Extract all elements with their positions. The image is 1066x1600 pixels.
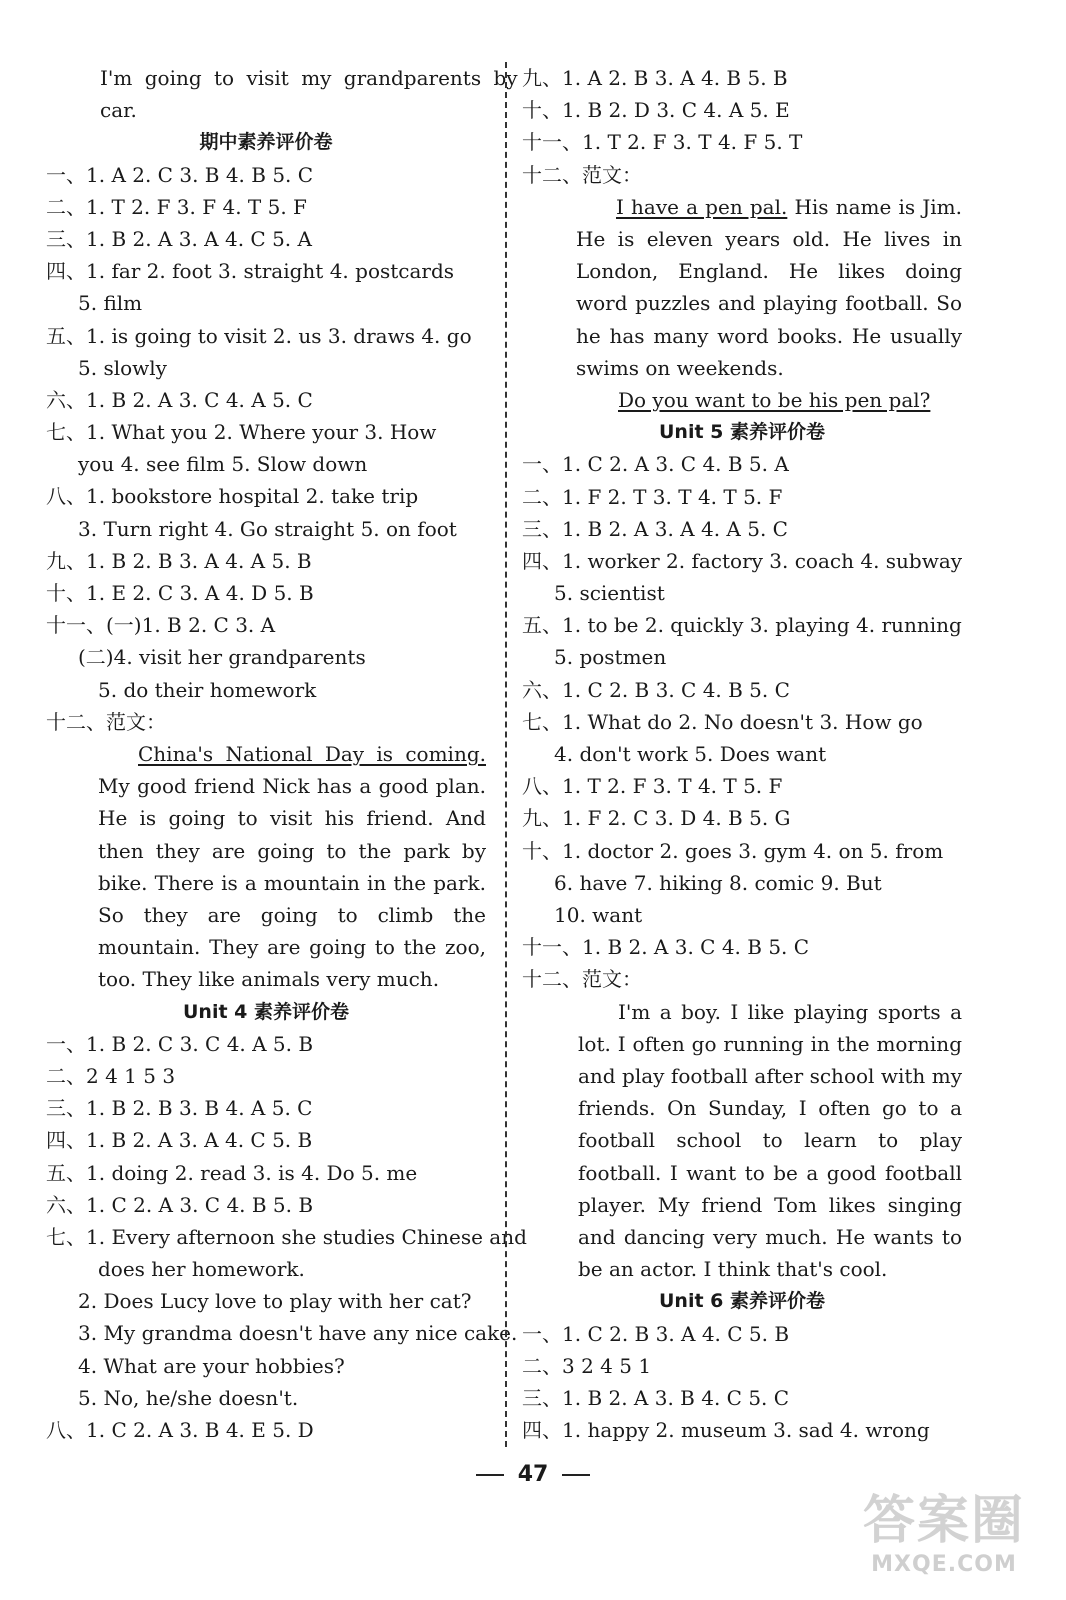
answer-row: (二)4. visit her grandparents [78,645,366,670]
answer-row: 六、1. B 2. A 3. C 4. A 5. C [46,387,313,412]
model-essay [522,191,962,384]
answer-row: 四、1. far 2. foot 3. straight 4. postcards [46,259,455,284]
answer-row: 5. film [78,291,143,316]
essay-closing-underlined: Do you want to be his pen pal? [618,387,931,412]
answer-row: 5. do their homework [98,677,317,702]
answer-row: 十、1. doctor 2. goes 3. gym 4. on 5. from [522,838,944,863]
text-line: car. [100,98,137,123]
answer-row: 六、1. C 2. A 3. C 4. B 5. B [46,1192,314,1217]
text-line: I'm going to visit my grandparents by [100,66,518,90]
answer-row: 十、1. E 2. C 3. A 4. D 5. B [46,581,314,605]
answer-row: 九、1. A 2. B 3. A 4. B 5. B [522,66,788,90]
essay-title-underlined: I have a pen pal. [616,194,788,219]
answer-row: 四、1. B 2. A 3. A 4. C 5. B [46,1128,313,1153]
answer-row: 六、1. C 2. B 3. C 4. B 5. C [522,677,790,702]
watermark-logo: 答案圈 [862,1491,1025,1551]
essay-body: I'm a boy. I like playing sports a lot. I often go running in the morning and play football after school with my friends. On Sunday, I often go to a football school to learn to play football. I want to be a good football player. My friend Tom likes singing and dancing very much. He wants to be an actor. I think that's cool. [578,999,962,1282]
answer-row: 三、1. B 2. A 3. B 4. C 5. C [522,1385,790,1410]
answer-row: 九、1. F 2. C 3. D 4. B 5. G [522,806,791,831]
section-heading-midterm: 期中素养评价卷 [199,131,333,154]
answer-row: you 4. see film 5. Slow down [78,452,368,477]
answer-row: 七、1. What do 2. No doesn't 3. How go [522,709,923,734]
answer-row: 八、1. bookstore hospital 2. take trip [46,484,419,509]
answer-row: 一、1. A 2. C 3. B 4. B 5. C [46,162,314,187]
answer-row: 五、1. is going to visit 2. us 3. draws 4. go [46,323,472,348]
answer-row: 三、1. B 2. A 3. A 4. A 5. C [522,516,788,541]
answer-row: does her homework. [98,1257,305,1282]
section-heading-unit5: Unit 5 素养评价卷 [659,421,825,444]
answer-row: 3. My grandma doesn't have any nice cake. [78,1321,518,1346]
answer-row: 十一、1. T 2. F 3. T 4. F 5. T [522,130,803,155]
answer-row: 6. have 7. hiking 8. comic 9. But [554,870,882,895]
answer-row: 十、1. B 2. D 3. C 4. A 5. E [522,98,790,123]
watermark [844,1490,1044,1590]
essay-body: My good friend Nick has a good plan. He is going to visit his friend. And then they are going to the park by bike. There is a mountain in the park. So they are going to climb the mountain. They are going to the zoo, too. They like animals very much. [98,774,486,992]
answer-row: 一、1. C 2. A 3. C 4. B 5. A [522,452,789,477]
answer-row: 10. want [554,902,643,927]
answer-row: 三、1. B 2. A 3. A 4. C 5. A [46,226,312,251]
answer-row: 十二、范文： [46,709,166,734]
answer-row: 八、1. C 2. A 3. B 4. E 5. D [46,1418,314,1442]
essay-title-underlined: China's National Day is coming. [138,741,486,766]
answer-row: 3. Turn right 4. Go straight 5. on foot [78,516,457,541]
answer-row: 4. What are your hobbies? [78,1353,345,1378]
answer-row: 十二、范文： [522,162,642,187]
answer-row: 十一、(一)1. B 2. C 3. A [46,613,276,638]
essay-closing [522,384,962,416]
answer-row: 5. scientist [554,581,665,606]
answer-row: 5. No, he/she doesn't. [78,1385,299,1410]
essay-body: His name is Jim. He is eleven years old. He lives in London, England. He likes doing word puzzles and playing football. So he has many word books. He usually swims on weekends. [576,194,962,380]
answer-row: 四、1. happy 2. museum 3. sad 4. wrong [522,1418,930,1443]
answer-row: 四、1. worker 2. factory 3. coach 4. subway [522,548,963,573]
answer-row: 十一、1. B 2. A 3. C 4. B 5. C [522,935,810,960]
page-number [0,1462,1066,1487]
answer-row: 八、1. T 2. F 3. T 4. T 5. F [522,774,783,799]
answer-row: 一、1. B 2. C 3. C 4. A 5. B [46,1031,314,1056]
right-column [522,62,962,1446]
answer-row: 七、1. Every afternoon she studies Chinese and [46,1224,527,1249]
answer-row: 十二、范文： [522,967,642,992]
column-divider [505,62,507,1447]
answer-row: 5. postmen [554,645,667,670]
answer-row: 九、1. B 2. B 3. A 4. A 5. B [46,548,312,573]
answer-row: 二、1. F 2. T 3. T 4. T 5. F [522,484,783,509]
answer-row: 2. Does Lucy love to play with her cat? [78,1289,472,1314]
section-heading-unit6: Unit 6 素养评价卷 [659,1290,825,1313]
answer-row: 二、1. T 2. F 3. F 4. T 5. F [46,194,307,219]
answer-row: 七、1. What you 2. Where your 3. How [46,420,437,445]
answer-row: 一、1. C 2. B 3. A 4. C 5. B [522,1321,790,1346]
section-heading-unit4: Unit 4 素养评价卷 [183,1000,349,1023]
answer-row: 二、3 2 4 5 1 [522,1353,652,1378]
left-column [46,62,527,1446]
watermark-url: MXQE.COM [871,1552,1017,1577]
answer-row: 5. slowly [78,355,167,380]
model-essay [522,996,962,1286]
page-number-text: 47 [517,1462,549,1487]
answer-row: 三、1. B 2. B 3. B 4. A 5. C [46,1096,313,1121]
answer-row: 二、2 4 1 5 3 [46,1063,176,1088]
answer-row: 五、1. doing 2. read 3. is 4. Do 5. me [46,1160,418,1185]
answer-row: 五、1. to be 2. quickly 3. playing 4. running [522,613,962,638]
model-essay [46,738,486,996]
answer-row: 4. don't work 5. Does want [554,742,827,767]
